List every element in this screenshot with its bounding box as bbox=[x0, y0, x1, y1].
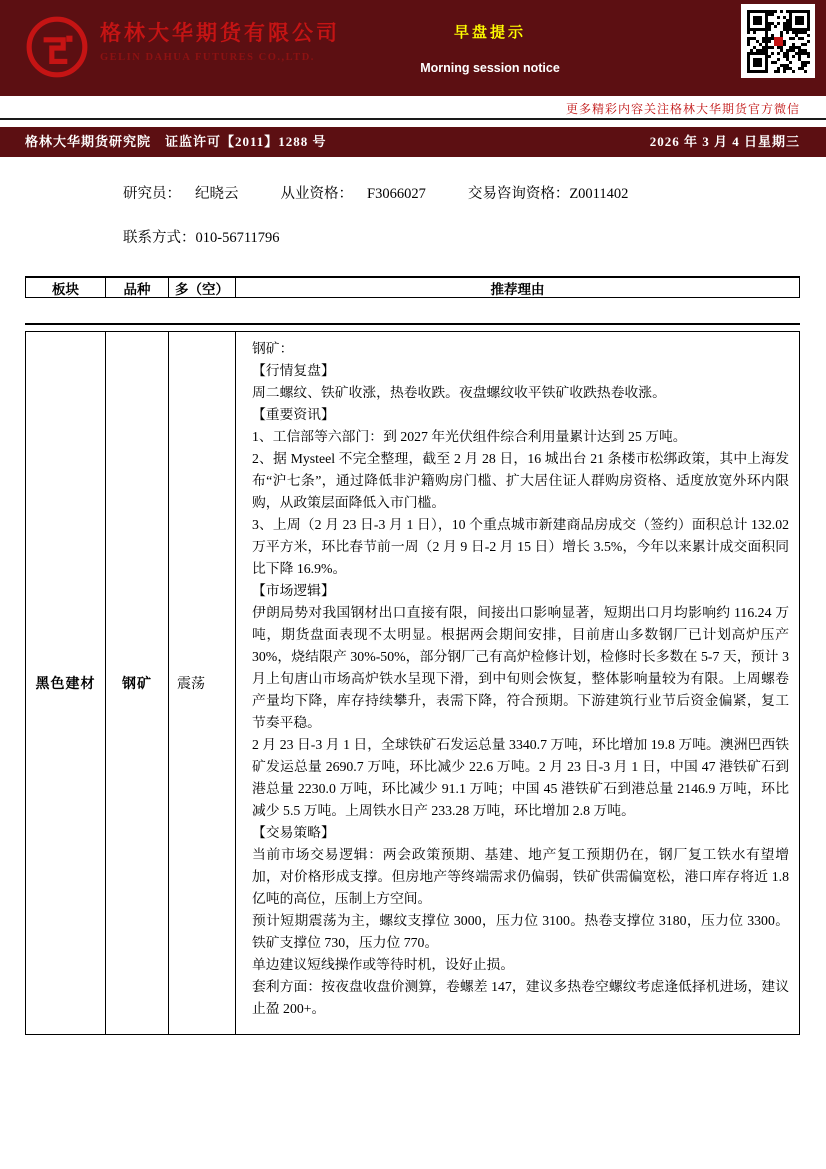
reason-paragraph: 1、工信部等六部门：到 2027 年光伏组件综合利用量累计达到 25 万吨。 bbox=[252, 429, 687, 444]
advisory-label: 交易咨询资格： bbox=[467, 186, 570, 202]
researcher-line bbox=[123, 182, 628, 203]
researcher-name: 纪晓云 bbox=[195, 186, 239, 202]
reason-paragraph: 【行情复盘】 bbox=[252, 363, 335, 378]
notice-title: 早盘提示 bbox=[453, 25, 526, 41]
notice-title-block bbox=[370, 0, 610, 96]
reason-paragraph: 2 月 23 日-3 月 1 日，全球铁矿石发运总量 3340.7 万吨，环比增加 19.8 万吨。澳洲巴西铁矿发运总量 2690.7 万吨，环比减少 22.6 万吨。2 月 23 日-3 月 1 日，中国 47 港铁矿石到港总量 2230.0 万吨，环比减少 91.1 万吨；中国 45 港铁矿石到港总量 2146.9 万吨，环比减少 5.5 万吨。上周铁水日产 233.28 万吨，环比增加 2.8 万吨。 bbox=[252, 737, 789, 818]
practice-number: F3066027 bbox=[367, 186, 426, 202]
reason-paragraph: 【交易策略】 bbox=[252, 825, 335, 840]
table-row bbox=[25, 331, 800, 1035]
cell-variety: 钢矿 bbox=[106, 332, 169, 1034]
cell-direction: 震荡 bbox=[169, 332, 236, 1034]
contact-line: 联系方式：010-56711796 bbox=[123, 230, 280, 246]
table-header-row bbox=[25, 276, 800, 298]
reason-paragraph: 伊朗局势对我国钢材出口直接有限，间接出口影响显著，短期出口月均影响约 116.24 万吨，期货盘面表现不太明显。根据两会期间安排，目前唐山多数钢厂已计划高炉压产 30%，烧结限产 30%-50%，部分钢厂己有高炉检修计划，检修时长多数在 5-7 天，预计 3 月上旬唐山市场高炉铁水呈现下滑，到中旬则会恢复，整体影响量较为有限。上周螺卷产量均下降，库存持续攀升，表需下降，符合预期。下游建筑行业节后资金偏紧，复工节奏平稳。 bbox=[252, 605, 789, 730]
reason-paragraph: 3、上周（2 月 23 日-3 月 1 日），10 个重点城市新建商品房成交（签约）面积总计 132.02 万平方米，环比春节前一周（2 月 9 日-2 月 15 日）增长 3.5%，今年以来累计成交面积同比下降 16.9%。 bbox=[252, 517, 789, 576]
reason-paragraph: 周二螺纹、铁矿收涨，热卷收跌。夜盘螺纹收平铁矿收跌热卷收涨。 bbox=[252, 385, 666, 400]
top-banner bbox=[0, 0, 826, 96]
company-name-en: GELIN DAHUA FUTURES CO.,LTD. bbox=[100, 52, 315, 63]
info-bar bbox=[0, 127, 826, 157]
cell-sector: 黑色建材 bbox=[26, 332, 106, 1034]
cell-reason bbox=[236, 332, 799, 1034]
qr-code bbox=[741, 4, 815, 78]
horizontal-divider bbox=[0, 118, 826, 120]
reason-paragraph: 钢矿： bbox=[252, 341, 294, 356]
header-cell-direction: 多（空） bbox=[169, 278, 236, 297]
reason-paragraph: 单边建议短线操作或等待时机，设好止损。 bbox=[252, 957, 515, 972]
practice-label: 从业资格： bbox=[280, 186, 353, 202]
reason-paragraph: 【重要资讯】 bbox=[252, 407, 335, 422]
company-name: 格林大华期货有限公司 bbox=[100, 21, 340, 45]
institute-license-text: 格林大华期货研究院 证监许可【2011】1288 号 bbox=[25, 134, 327, 149]
reason-paragraph: 2、据 Mysteel 不完全整理，截至 2 月 28 日，16 城出台 21 条楼市松绑政策，其中上海发布“沪七条”，通过降低非沪籍购房门槛、扩大居住证人群购房资格、适度放宽外环内限购，从政策层面降低入市门槛。 bbox=[252, 451, 789, 510]
reason-paragraph: 【市场逻辑】 bbox=[252, 583, 335, 598]
table-mid-divider bbox=[25, 323, 800, 325]
wechat-note: 更多精彩内容关注格林大华期货官方微信 bbox=[565, 102, 800, 116]
reason-paragraph: 当前市场交易逻辑：两会政策预期、基建、地产复工预期仍在，钢厂复工铁水有望增加，对价格形成支撑。但房地产等终端需求仍偏弱，铁矿供需偏宽松，港口库存将近 1.8 亿吨的高位，压制上方空间。 bbox=[252, 847, 789, 906]
reason-paragraph: 套利方面：按夜盘收盘价测算，卷螺差 147，建议多热卷空螺纹考虑逢低择机进场，建议止盈 200+。 bbox=[252, 979, 789, 1016]
report-date: 2026 年 3 月 4 日星期三 bbox=[649, 134, 800, 149]
researcher-label: 研究员： bbox=[123, 186, 181, 202]
header-cell-sector: 板块 bbox=[26, 278, 106, 297]
header-cell-reason: 推荐理由 bbox=[490, 281, 545, 297]
brand-block bbox=[100, 20, 340, 63]
company-logo-icon bbox=[24, 14, 90, 80]
reason-paragraph: 预计短期震荡为主，螺纹支撑位 3000，压力位 3100。热卷支撑位 3180，压力位 3300。铁矿支撑位 730，压力位 770。 bbox=[252, 913, 789, 950]
notice-subtitle: Morning session notice bbox=[420, 61, 560, 75]
advisory-number: Z0011402 bbox=[569, 186, 629, 202]
header-cell-variety: 品种 bbox=[106, 278, 169, 297]
